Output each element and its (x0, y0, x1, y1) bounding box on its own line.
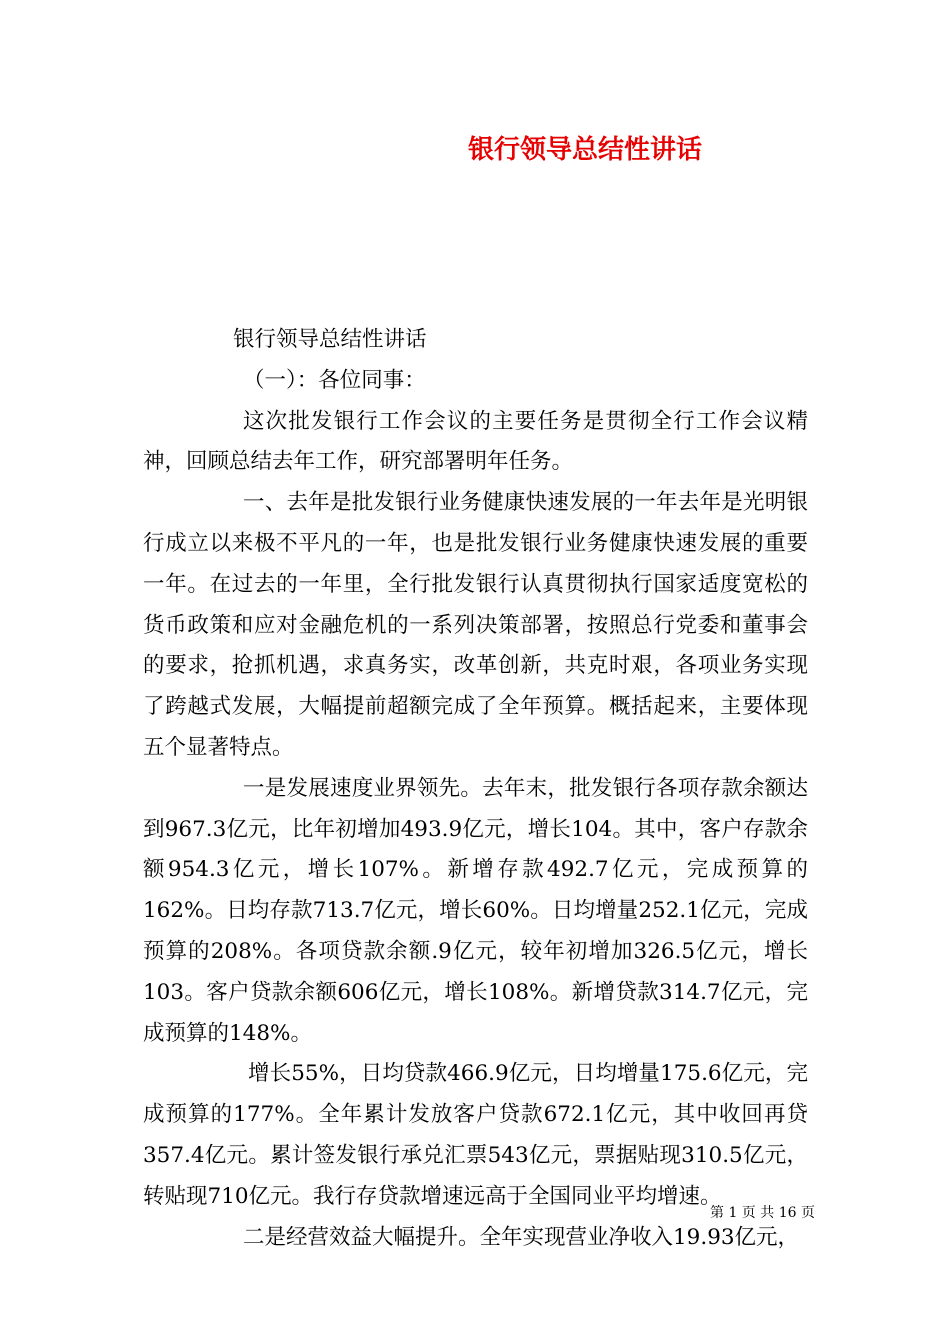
paragraph-section-one: 一、去年是批发银行业务健康快速发展的一年去年是光明银行成立以来极不平凡的一年，也是批发银行业务健康快速发展的重要一年。在过去的一年里，全行批发银行认真贯彻执行国家适度宽松的货币政策和应对金融危机的一系列决策部署，按照总行党委和董事会的要求，抢抓机遇，求真务实，改革创新，共克时艰，各项业务实现了跨越式发展，大幅提前超额完成了全年预算。概括起来，主要体现五个显著特点。 (143, 490, 808, 760)
page-number: 第 1 页 共 16 页 (710, 1205, 815, 1221)
salutation: （一）：各位同事： (243, 367, 426, 393)
paragraph-efficiency: 二是经营效益大幅提升。全年实现营业净收入19.93亿元， (243, 1224, 800, 1250)
paragraph-growth-speed: 一是发展速度业界领先。去年末，批发银行各项存款余额达到967.3亿元，比年初增加493.9亿元，增长104。其中，客户存款余额954.3亿元，增长107%。新增存款492.7亿元，完成预算的162%。日均存款713.7亿元，增长60%。日均增量252.1亿元，完成预算的208%。各项贷款余额.9亿元，较年初增加326.5亿元，增长103。客户贷款余额606亿元，增长108%。新增贷款314.7亿元，完成预算的148%。 (143, 775, 808, 1046)
paragraph-intro: 这次批发银行工作会议的主要任务是贯彻全行工作会议精神，回顾总结去年工作，研究部署明年任务。 (143, 408, 808, 475)
paragraph-loan-growth: 增长55%，日均贷款466.9亿元，日均增量175.6亿元，完成预算的177%。全年累计发放客户贷款672.1亿元，其中收回再贷357.4亿元。累计签发银行承兑汇票543亿元，票据贴现310.5亿元，转贴现710亿元。我行存贷款增速远高于全国同业平均增速。 (143, 1061, 808, 1209)
document-subtitle: 银行领导总结性讲话 (233, 327, 427, 352)
page-title: 银行领导总结性讲话 (468, 135, 703, 165)
document-body (143, 320, 808, 1258)
